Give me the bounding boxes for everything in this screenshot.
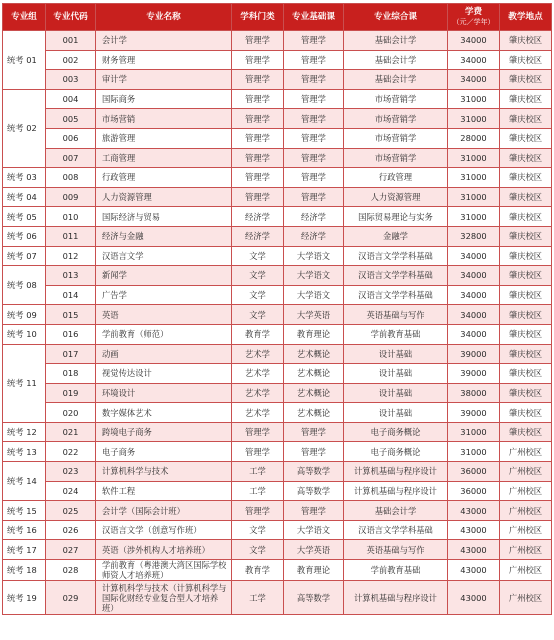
header-category: 学科门类 [232,4,284,31]
comprehensive-course-cell: 设计基础 [344,364,448,384]
comprehensive-course-cell: 学前教育基础 [344,560,448,581]
fee-cell: 39000 [448,344,500,364]
comprehensive-course-cell: 计算机基础与程序设计 [344,481,448,501]
location-cell: 肇庆校区 [500,324,552,344]
location-cell: 肇庆校区 [500,31,552,51]
basic-course-cell: 经济学 [284,207,344,227]
basic-course-cell: 管理学 [284,89,344,109]
category-cell: 管理学 [232,422,284,442]
fee-cell: 43000 [448,560,500,581]
major-name-cell: 人力资源管理 [96,187,232,207]
comprehensive-course-cell: 电子商务概论 [344,422,448,442]
category-cell: 艺术学 [232,383,284,403]
category-cell: 文学 [232,266,284,286]
category-cell: 工学 [232,581,284,615]
table-row [3,520,552,540]
header-code: 专业代码 [46,4,96,31]
basic-course-cell: 管理学 [284,148,344,168]
location-cell: 广州校区 [500,540,552,560]
header-basic-course: 专业基础课 [284,4,344,31]
fee-cell: 38000 [448,383,500,403]
major-name-cell: 市场营销 [96,109,232,129]
header-fee-label: 学费 [464,7,483,17]
category-cell: 文学 [232,285,284,305]
fee-cell: 28000 [448,128,500,148]
table-row [3,422,552,442]
basic-course-cell: 艺术概论 [284,403,344,423]
table-row [3,501,552,521]
fee-cell: 36000 [448,481,500,501]
code-cell: 007 [46,148,96,168]
table-row [3,481,552,501]
table-row [3,324,552,344]
fee-cell: 31000 [448,442,500,462]
code-cell: 025 [46,501,96,521]
table-row [3,305,552,325]
location-cell: 肇庆校区 [500,226,552,246]
comprehensive-course-cell: 汉语言文学学科基础 [344,246,448,266]
basic-course-cell: 管理学 [284,501,344,521]
basic-course-cell: 大学语文 [284,266,344,286]
comprehensive-course-cell: 金融学 [344,226,448,246]
basic-course-cell: 教育理论 [284,560,344,581]
code-cell: 008 [46,168,96,188]
group-cell: 统考 18 [3,560,46,581]
comprehensive-course-cell: 汉语言文学学科基础 [344,285,448,305]
code-cell: 016 [46,324,96,344]
location-cell: 广州校区 [500,520,552,540]
fee-cell: 34000 [448,305,500,325]
comprehensive-course-cell: 设计基础 [344,383,448,403]
location-cell: 广州校区 [500,481,552,501]
comprehensive-course-cell: 市场营销学 [344,128,448,148]
code-cell: 003 [46,70,96,90]
code-cell: 027 [46,540,96,560]
table-row [3,70,552,90]
major-name-cell: 国际经济与贸易 [96,207,232,227]
basic-course-cell: 管理学 [284,442,344,462]
table-row [3,364,552,384]
basic-course-cell: 管理学 [284,31,344,51]
location-cell: 广州校区 [500,462,552,482]
fee-cell: 39000 [448,364,500,384]
table-row [3,560,552,581]
code-cell: 013 [46,266,96,286]
header-fee-unit: （元／学年） [452,18,495,26]
comprehensive-course-cell: 计算机基础与程序设计 [344,581,448,615]
location-cell: 肇庆校区 [500,403,552,423]
category-cell: 文学 [232,540,284,560]
code-cell: 022 [46,442,96,462]
code-cell: 014 [46,285,96,305]
basic-course-cell: 管理学 [284,109,344,129]
comprehensive-course-cell: 人力资源管理 [344,187,448,207]
group-cell: 统考 04 [3,187,46,207]
major-name-cell: 视觉传达设计 [96,364,232,384]
location-cell: 广州校区 [500,560,552,581]
fee-cell: 43000 [448,540,500,560]
location-cell: 肇庆校区 [500,266,552,286]
category-cell: 管理学 [232,89,284,109]
category-cell: 管理学 [232,70,284,90]
fee-cell: 32800 [448,226,500,246]
basic-course-cell: 艺术概论 [284,344,344,364]
table-row [3,266,552,286]
table-row [3,109,552,129]
major-name-cell: 跨境电子商务 [96,422,232,442]
category-cell: 管理学 [232,109,284,129]
major-name-cell: 新闻学 [96,266,232,286]
comprehensive-course-cell: 学前教育基础 [344,324,448,344]
table-row [3,89,552,109]
code-cell: 009 [46,187,96,207]
basic-course-cell: 管理学 [284,70,344,90]
basic-course-cell: 大学语文 [284,246,344,266]
group-cell: 统考 02 [3,89,46,167]
category-cell: 文学 [232,246,284,266]
fee-cell: 31000 [448,422,500,442]
comprehensive-course-cell: 计算机基础与程序设计 [344,462,448,482]
fee-cell: 34000 [448,285,500,305]
location-cell: 肇庆校区 [500,70,552,90]
fee-cell: 31000 [448,148,500,168]
major-name-cell: 行政管理 [96,168,232,188]
location-cell: 肇庆校区 [500,128,552,148]
major-name-cell: 会计学（国际会计班） [96,501,232,521]
major-name-cell: 英语 [96,305,232,325]
location-cell: 广州校区 [500,501,552,521]
group-cell: 统考 17 [3,540,46,560]
fee-cell: 34000 [448,70,500,90]
comprehensive-course-cell: 电子商务概论 [344,442,448,462]
location-cell: 肇庆校区 [500,109,552,129]
majors-table [2,3,552,615]
category-cell: 经济学 [232,207,284,227]
major-name-cell: 会计学 [96,31,232,51]
basic-course-cell: 大学英语 [284,540,344,560]
code-cell: 017 [46,344,96,364]
location-cell: 肇庆校区 [500,344,552,364]
basic-course-cell: 管理学 [284,168,344,188]
table-row [3,168,552,188]
basic-course-cell: 高等数学 [284,481,344,501]
location-cell: 肇庆校区 [500,383,552,403]
comprehensive-course-cell: 市场营销学 [344,109,448,129]
comprehensive-course-cell: 市场营销学 [344,148,448,168]
group-cell: 统考 12 [3,422,46,442]
code-cell: 026 [46,520,96,540]
category-cell: 管理学 [232,187,284,207]
basic-course-cell: 教育理论 [284,324,344,344]
code-cell: 021 [46,422,96,442]
group-cell: 统考 14 [3,462,46,501]
fee-cell: 43000 [448,520,500,540]
category-cell: 文学 [232,305,284,325]
group-cell: 统考 13 [3,442,46,462]
location-cell: 肇庆校区 [500,285,552,305]
comprehensive-course-cell: 基础会计学 [344,50,448,70]
table-row [3,462,552,482]
comprehensive-course-cell: 基础会计学 [344,31,448,51]
major-name-cell: 计算机科学与技术 [96,462,232,482]
basic-course-cell: 高等数学 [284,462,344,482]
code-cell: 029 [46,581,96,615]
major-name-cell: 审计学 [96,70,232,90]
table-row [3,148,552,168]
category-cell: 文学 [232,520,284,540]
comprehensive-course-cell: 行政管理 [344,168,448,188]
category-cell: 管理学 [232,50,284,70]
code-cell: 001 [46,31,96,51]
group-cell: 统考 15 [3,501,46,521]
major-name-cell: 经济与金融 [96,226,232,246]
table-row [3,226,552,246]
location-cell: 肇庆校区 [500,207,552,227]
location-cell: 肇庆校区 [500,246,552,266]
location-cell: 肇庆校区 [500,89,552,109]
category-cell: 管理学 [232,442,284,462]
fee-cell: 39000 [448,403,500,423]
fee-cell: 34000 [448,31,500,51]
category-cell: 管理学 [232,31,284,51]
header-comprehensive-course: 专业综合课 [344,4,448,31]
code-cell: 010 [46,207,96,227]
basic-course-cell: 艺术概论 [284,364,344,384]
basic-course-cell: 大学语文 [284,520,344,540]
major-name-cell: 广告学 [96,285,232,305]
group-cell: 统考 10 [3,324,46,344]
group-cell: 统考 01 [3,31,46,90]
code-cell: 023 [46,462,96,482]
fee-cell: 34000 [448,246,500,266]
category-cell: 管理学 [232,168,284,188]
table-row [3,442,552,462]
major-name-cell: 国际商务 [96,89,232,109]
group-cell: 统考 09 [3,305,46,325]
code-cell: 018 [46,364,96,384]
code-cell: 002 [46,50,96,70]
header-location: 教学地点 [500,4,552,31]
major-name-cell: 学前教育（师范） [96,324,232,344]
location-cell: 广州校区 [500,442,552,462]
category-cell: 艺术学 [232,364,284,384]
table-row [3,581,552,615]
table-row [3,187,552,207]
major-name-cell: 英语（涉外机构人才培养班） [96,540,232,560]
fee-cell: 36000 [448,462,500,482]
fee-cell: 43000 [448,501,500,521]
location-cell: 肇庆校区 [500,364,552,384]
code-cell: 006 [46,128,96,148]
major-name-cell: 电子商务 [96,442,232,462]
code-cell: 012 [46,246,96,266]
major-name-cell: 计算机科学与技术（计算机科学与国际化财经专业复合型人才培养班） [96,581,232,615]
group-cell: 统考 16 [3,520,46,540]
comprehensive-course-cell: 国际贸易理论与实务 [344,207,448,227]
table-row [3,207,552,227]
category-cell: 艺术学 [232,403,284,423]
major-name-cell: 工商管理 [96,148,232,168]
fee-cell: 31000 [448,187,500,207]
group-cell: 统考 05 [3,207,46,227]
comprehensive-course-cell: 基础会计学 [344,501,448,521]
basic-course-cell: 管理学 [284,128,344,148]
table-row [3,246,552,266]
header-group: 专业组 [3,4,46,31]
group-cell: 统考 08 [3,266,46,305]
location-cell: 肇庆校区 [500,148,552,168]
comprehensive-course-cell: 设计基础 [344,344,448,364]
header-row [3,4,552,31]
fee-cell: 31000 [448,89,500,109]
group-cell: 统考 03 [3,168,46,188]
category-cell: 管理学 [232,501,284,521]
major-name-cell: 动画 [96,344,232,364]
table-row [3,540,552,560]
header-fee [448,4,500,31]
basic-course-cell: 大学英语 [284,305,344,325]
comprehensive-course-cell: 英语基础与写作 [344,305,448,325]
category-cell: 管理学 [232,148,284,168]
table-row [3,383,552,403]
category-cell: 教育学 [232,324,284,344]
category-cell: 艺术学 [232,344,284,364]
fee-cell: 43000 [448,581,500,615]
group-cell: 统考 07 [3,246,46,266]
location-cell: 肇庆校区 [500,187,552,207]
fee-cell: 31000 [448,207,500,227]
table-row [3,31,552,51]
major-name-cell: 汉语言文学 [96,246,232,266]
code-cell: 015 [46,305,96,325]
code-cell: 019 [46,383,96,403]
table-row [3,285,552,305]
comprehensive-course-cell: 基础会计学 [344,70,448,90]
category-cell: 工学 [232,462,284,482]
major-name-cell: 旅游管理 [96,128,232,148]
basic-course-cell: 管理学 [284,422,344,442]
location-cell: 肇庆校区 [500,168,552,188]
major-name-cell: 环境设计 [96,383,232,403]
basic-course-cell: 管理学 [284,187,344,207]
major-name-cell: 财务管理 [96,50,232,70]
code-cell: 005 [46,109,96,129]
table-row [3,128,552,148]
category-cell: 工学 [232,481,284,501]
code-cell: 004 [46,89,96,109]
code-cell: 011 [46,226,96,246]
category-cell: 经济学 [232,226,284,246]
category-cell: 教育学 [232,560,284,581]
fee-cell: 34000 [448,266,500,286]
major-name-cell: 软件工程 [96,481,232,501]
location-cell: 肇庆校区 [500,305,552,325]
comprehensive-course-cell: 汉语言文学学科基础 [344,520,448,540]
header-name: 专业名称 [96,4,232,31]
group-cell: 统考 19 [3,581,46,615]
comprehensive-course-cell: 设计基础 [344,403,448,423]
major-name-cell: 数字媒体艺术 [96,403,232,423]
basic-course-cell: 管理学 [284,50,344,70]
code-cell: 024 [46,481,96,501]
code-cell: 028 [46,560,96,581]
fee-cell: 31000 [448,168,500,188]
category-cell: 管理学 [232,128,284,148]
location-cell: 广州校区 [500,581,552,615]
table-row [3,344,552,364]
fee-cell: 34000 [448,50,500,70]
group-cell: 统考 06 [3,226,46,246]
code-cell: 020 [46,403,96,423]
basic-course-cell: 大学语文 [284,285,344,305]
major-name-cell: 学前教育（粤港澳大湾区国际学校师资人才培养班） [96,560,232,581]
basic-course-cell: 高等数学 [284,581,344,615]
group-cell: 统考 11 [3,344,46,422]
location-cell: 肇庆校区 [500,422,552,442]
comprehensive-course-cell: 市场营销学 [344,89,448,109]
table-row [3,50,552,70]
comprehensive-course-cell: 英语基础与写作 [344,540,448,560]
basic-course-cell: 艺术概论 [284,383,344,403]
basic-course-cell: 经济学 [284,226,344,246]
major-name-cell: 汉语言文学（创意写作班） [96,520,232,540]
location-cell: 肇庆校区 [500,50,552,70]
fee-cell: 31000 [448,109,500,129]
comprehensive-course-cell: 汉语言文学学科基础 [344,266,448,286]
table-body [3,31,552,615]
table-row [3,403,552,423]
fee-cell: 34000 [448,324,500,344]
